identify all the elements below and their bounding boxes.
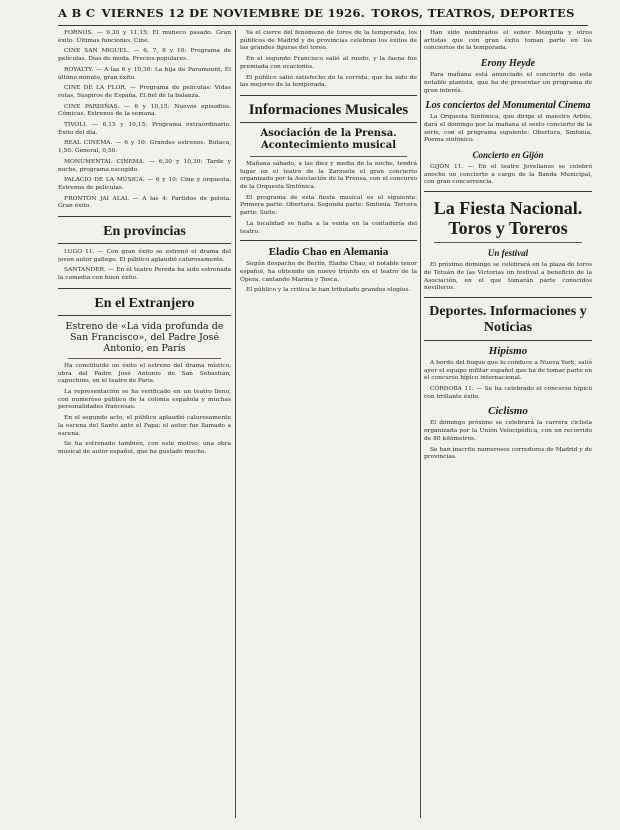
listing-paragraph: TIVOLI. — 6,15 y 10,15: Programa extraordinario. Éxito del día. [58,122,231,136]
heyde-headline: Erony Heyde [480,58,536,70]
article-paragraph: El público salió satisfecho de la corrida, que ha sido de las mejores de la temporada. [240,74,417,89]
extranjero-paragraph: Ha constituido un éxito el estreno del drama místico, obra del Padre José Antonio de San Sebastián, capuchino, en el teatro de Paris. [58,362,231,385]
monumental-headline: Los conciertos del Monumental Cinema [425,100,591,112]
ciclismo-headline: Ciclismo [488,405,528,418]
gijon-paragraph: GIJÓN 11. — En el teatro Jovellanos se celebró anoche un concierto a cargo de la Banda Municipal, con gran concurrencia. [424,164,592,186]
column-2 [240,30,417,820]
listing-paragraph: MONUMENTAL CINEMA. — 6,30 y 10,30: Tarde y noche, programa escogido. [58,158,231,173]
eladio-paragraph: El público y la crítica le han tributado grandes elogios. [246,287,411,294]
masthead-rule [58,25,588,26]
extranjero-paragraph: Se ha estrenado también, con este motivo, una obra musical de autor español, que ha gustado mucho. [58,441,231,455]
column-3 [424,30,592,820]
listing-paragraph: CINE SAN MIGUEL. — 6, 7, 8 y 10: Programa de películas. Días de moda. Precios populares. [58,48,231,63]
column-divider-1 [235,30,236,818]
asociacion-paragraph: El programa de esta fiesta musical es el siguiente: Primera parte: Obertura. Segunda parte: Sinfonía. Tercera parte: Suite. [240,194,417,217]
article-paragraph: En el segundo Francisco salió al ruedo, y la faena fue premiada con ovaciones. [240,56,417,70]
monumental-paragraph: La Orquesta Sinfónica, que dirige el maestro Arbós, dará el domingo por la mañana el sexto concierto de la serie, con el programa siguiente: Obertura, Sinfonía, Poema sinfónico. [424,114,592,144]
provincias-paragraph: LUGO 11. — Con gran éxito se estrenó el drama del joven autor gallego. El público aplaudió calurosamente. [58,249,231,263]
asociacion-headline: Asociación de la Prensa. Acontecimiento musical [260,127,397,151]
column-1 [58,30,231,820]
deportes-heading: Deportes. Informaciones y Noticias [429,303,587,335]
fiesta-nacional-heading: La Fiesta Nacional. Toros y Toreros [433,198,583,239]
festival-paragraph: El próximo domingo se celebrará en la plaza de toros de Tetuán de las Victorias un festival a beneficio de la Asociación, en el que tomarán parte conocidos novilleros. [424,262,592,292]
listing-paragraph: REAL CINEMA. — 6 y 10: Grandes estrenos. Butaca, 1,50. General, 0,50. [58,140,231,155]
listing-paragraph: PALACIO DE LA MÚSICA. — 6 y 10: Cine y orquesta. Estrenos de películas. [58,177,231,191]
extranjero-paragraph: La representación se ha verificado en un teatro lleno, con numeroso público de la colonia española y muchas personalidades francesas. [58,388,231,411]
eladio-paragraph: Según despacho de Berlín, Eladio Chao, el notable tenor español, ha obtenido un nuevo triunfo en el teatro de la Ópera, cantando Marina y Tosca. [240,261,417,283]
provincias-paragraph: SANTANDER. — En el teatro Pereda ha sido estrenada la comedia con buen éxito. [58,267,231,282]
article-paragraph: Han sido nombrados el señor Mezquita y otros artistas que con gran éxito toman parte en los conciertos de la temporada. [424,30,592,52]
festival-headline: Un festival [487,248,529,259]
hipismo-paragraph: CÓRDOBA 11. — Se ha celebrado el concurso hípico con brillante éxito. [424,386,592,400]
listing-paragraph: FRONTÓN JAI ALAI. — A las 4: Partidos de pelota. Gran éxito. [58,195,231,210]
provincias-heading: En provincias [103,224,186,240]
extranjero-paragraph: En el segundo acto, el público aplaudió calurosamente la escena del Santo ante el Papa; el autor fue llamado a escena. [58,415,231,437]
extranjero-heading: En el Extranjero [94,295,195,311]
eladio-headline: Eladio Chao en Alemania [268,246,389,259]
heyde-paragraph: Para mañana está anunciado el concierto de esta notable pianista, que ha de presentar un programa de gran interés. [424,72,592,94]
article-paragraph: Ya el cierre del fenómeno de toros de la temporada, los públicos de Madrid y de provincias celebran los éxitos de las grandes figuras del toreo. [240,30,417,52]
listing-paragraph: FORNOS. — 9,30 y 11,15: El muñeco pasado. Gran éxito. Últimas funciones. Cine. [58,30,231,44]
hipismo-headline: Hipismo [488,344,528,357]
listing-paragraph: CINE DE LA FLOR. — Programa de películas: Vidas rotas, Suspiros de España, El fiel de la balanza. [58,85,231,99]
gijon-headline: Concierto en Gijón [472,150,544,161]
asociacion-paragraph: La localidad se halla a la venta en la contaduría del teatro. [240,220,417,235]
masthead [58,6,588,24]
listing-paragraph: ROYALTY. — A las 6 y 10,30: La hija de Paramount, El último minuto, gran éxito. [58,66,231,81]
listing-paragraph: CINE PARDIÑAS. — 6 y 10,15: Nuevos episodios. Cómicas. Estrenos de la semana. [58,103,231,118]
hipismo-paragraph: A bordo del buque que lo conduce a Nueva York, salió ayer el equipo militar español que ha de tomar parte en el concurso hípico internacional. [424,359,592,382]
musicales-heading: Informaciones Musicales [248,101,409,118]
masthead-section: TOROS, TEATROS, DEPORTES [371,6,575,20]
masthead-paper: A B C [58,6,96,20]
ciclismo-paragraph: Se han inscrito numerosos corredores de Madrid y de provincias. [424,446,592,461]
column-divider-2 [420,30,421,818]
estreno-headline: Estreno de «La vida profunda de San Francisco», del Padre José Antonio, en París [65,320,224,354]
masthead-date: VIERNES 12 DE NOVIEMBRE DE 1926. [101,6,366,20]
ciclismo-paragraph: El domingo próximo se celebrará la carrera ciclista organizada por la Unión Velocipédica, con un recorrido de 80 kilómetros. [424,420,592,442]
asociacion-paragraph: Mañana sábado, a las diez y media de la noche, tendrá lugar en el teatro de la Zarzuela el gran concierto organizado por la Asociación de la Prensa, con el concurso de la Orquesta Sinfónica. [240,160,417,191]
